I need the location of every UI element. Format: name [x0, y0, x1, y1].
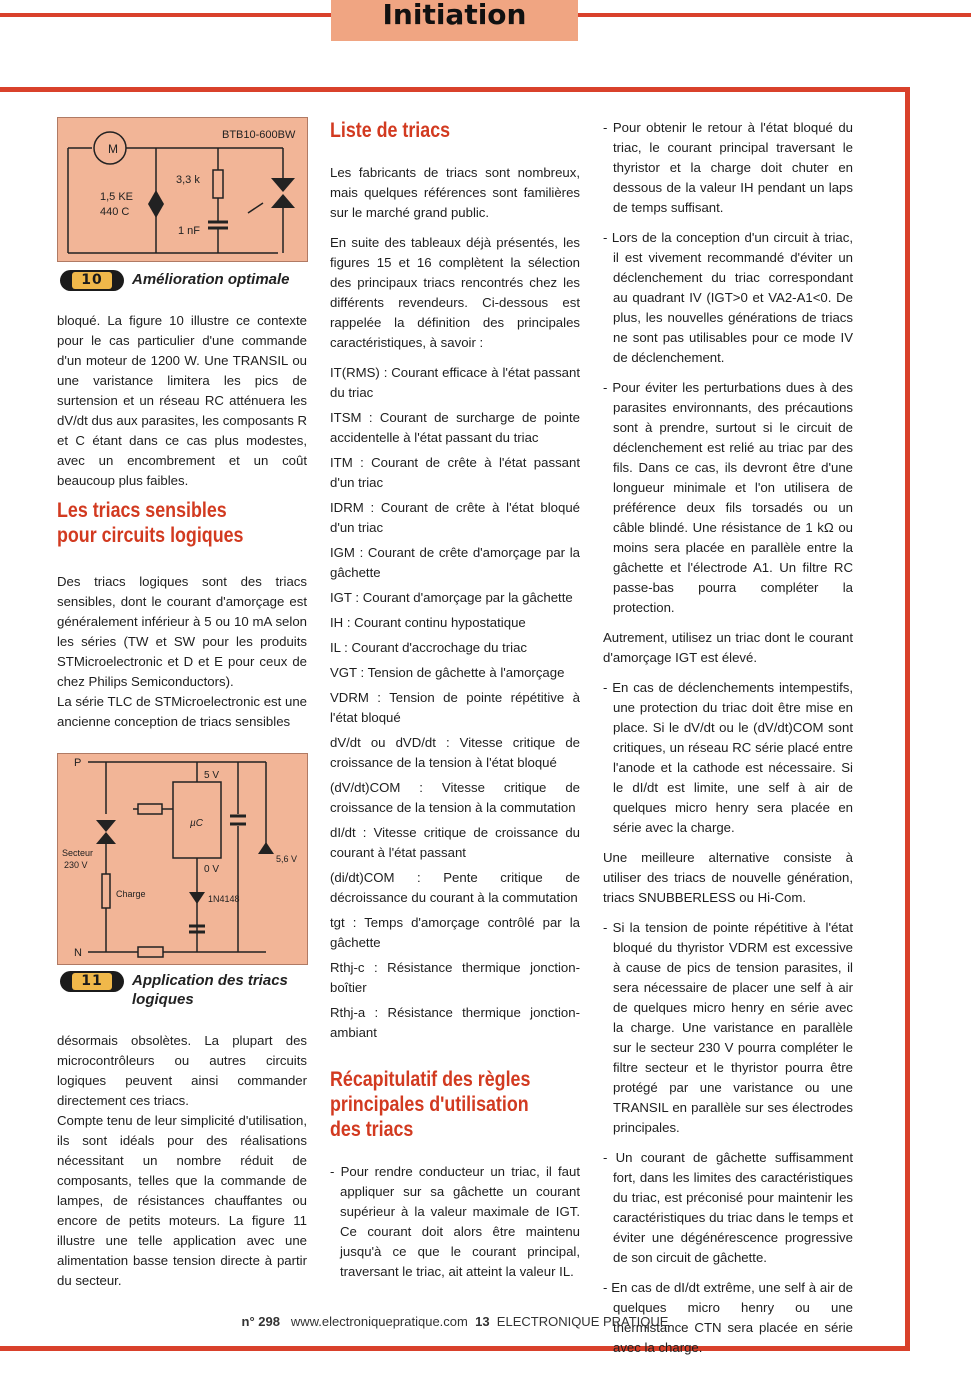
paragraph: La série TLC de STMicroelectronic est une ancienne conception de triacs sensibles — [57, 694, 307, 729]
heading-list-triacs: Liste de triacs — [330, 119, 451, 142]
figure-11-caption — [60, 971, 292, 1009]
figure-10-svg — [58, 118, 307, 261]
heading-line: Récapitulatif des règles — [330, 1068, 531, 1091]
rule-item: - Pour éviter les perturbations dues à des parasites environnants, des précautions sont à prendre, surtout si le circuit de déclenchement est relié au triac par des fils. Dans ce cas, ils devront être d'une longueur minimale et l'on utilisera de préférence deux fils torsadés ou un câble blindé. Une résistance de 1 kΩ ou moins sera placée en parallèle entre la gâchette et l'électrode A1. Un filtre RC passe-bas pourra compléter la protection. — [603, 380, 853, 615]
rule-item: Autrement, utilisez un triac dont le courant d'amorçage IGT est élevé. — [603, 630, 853, 665]
rule-item: - Un courant de gâchette suffisamment fort, dans les limites des caractéristiques du triac, est préconisé pour maintenir les caractéristiques du triac dans le temps et éviter une dégénérescence progressive de son circuit de gâchette. — [603, 1150, 853, 1265]
heading-line: des triacs — [330, 1118, 414, 1141]
figure-10-caption — [60, 270, 290, 291]
section-tab: Initiation — [331, 0, 578, 41]
definition-item: ITSM : Courant de surcharge de pointe accidentelle à l'état passant du triac — [330, 410, 580, 445]
column-1-mid — [57, 572, 307, 742]
neutral-label: N — [74, 947, 82, 959]
0v-label: 0 V — [204, 864, 220, 875]
secteur-label-1: Secteur — [62, 848, 94, 858]
column-1-bottom — [57, 1031, 307, 1301]
paragraph: Des triacs logiques sont des triacs sensibles, dont le courant d'amorçage est généralement inférieur à 5 ou 10 mA selon les séries (TW et SW pour les produits STMicroelectronic et D et E pour ceux de chez Philips Semiconductors). — [57, 574, 307, 689]
heading-line: Les triacs sensibles — [57, 499, 227, 522]
diode-label-2: 440 C — [100, 206, 130, 218]
5v-label: 5 V — [204, 770, 220, 781]
definition-item: (di/dt)COM : Pente critique de décroissance du courant à la commutation — [330, 870, 580, 905]
rule-item: - Lors de la conception d'un circuit à triac, il est vivement recommandé d'éviter un déclenchement du triac correspondant au quadrant IV (IGT>0 et VA2-A1<0. De plus, les nouvelles générations de triacs ne sont pas utilisables pour ce mode IV de déclenchement. — [603, 230, 853, 365]
motor-label: M — [108, 142, 118, 156]
paragraph: Les fabricants de triacs sont nombreux, mais quelques références sont familières sur le marché grand public. — [330, 165, 580, 220]
paragraph: bloqué. La figure 10 illustre ce contexte pour le cas particulier d'une commande d'un moteur de 1200 W. Une TRANSIL ou une varistance limitera les pics de surtension et un réseau RC atténuera les dV/dt dus aux parasites, les composants R et C étant dans ce cas plus modestes, avec un encombrement et un coût beaucoup plus faibles. — [57, 313, 307, 488]
definition-item: IDRM : Courant de crête à l'état bloqué d'un triac — [330, 500, 580, 535]
charge-label: Charge — [116, 889, 146, 899]
heading-line: pour circuits logiques — [57, 524, 244, 547]
definition-item: ITM : Courant de crête à l'état passant d'un triac — [330, 455, 580, 490]
frame-top — [0, 87, 910, 92]
definition-item: dI/dt : Vitesse critique de croissance du courant à l'état passant — [330, 825, 580, 860]
figure-11-svg — [58, 754, 307, 964]
definition-item: IL : Courant d'accrochage du triac — [330, 640, 528, 655]
secteur-label-2: 230 V — [64, 860, 88, 870]
triac-part-label: BTB10-600BW — [222, 129, 296, 141]
paragraph: Compte tenu de leur simplicité d'utilisation, ils sont idéals pour des réalisations nécessitant un nombre réduit de composants, telles que la commande de lampes, de résistances chauffantes ou encore de petits moteurs. La figure 11 illustre une telle application avec une alimentation basse tension directe à partir du secteur. — [57, 1113, 307, 1288]
rule-item: - En cas de dI/dt extrême, une self à air de quelques micro henry ou une thermistance CTN sera placée en série avec la charge. — [603, 1280, 853, 1355]
capacitor-label: 1 nF — [178, 225, 201, 237]
figure-11-schematic — [57, 753, 308, 965]
heading-recap — [330, 1067, 580, 1142]
definition-item: Rthj-a : Résistance thermique jonction-ambiant — [330, 1005, 580, 1040]
issue-number: n° 298 — [241, 1314, 280, 1329]
figure-badge — [60, 270, 124, 291]
paragraph: désormais obsolètes. La plupart des microcontrôleurs ou autres circuits logiques peuvent ainsi commander directement ces triacs. — [57, 1033, 307, 1108]
rule-item: - Pour obtenir le retour à l'état bloqué du triac, le courant principal traversant le thyristor et la charge doit chuter en dessous de la valeur IH pendant un laps de temps suffisant. — [603, 120, 853, 215]
definition-item: tgt : Temps d'amorçage contrôlé par la gâchette — [330, 915, 580, 950]
definition-item: (dV/dt)COM : Vitesse critique de croissance de la tension à la commutation — [330, 780, 580, 815]
definition-item: IGM : Courant de crête d'amorçage par la gâchette — [330, 545, 580, 580]
column-1-top — [57, 311, 307, 501]
phase-label: P — [74, 757, 82, 769]
definition-item: dV/dt ou dVD/dt : Vitesse critique de croissance de la tension à l'état bloqué — [330, 735, 580, 770]
figure-10-schematic — [57, 117, 308, 262]
rule-item: - Pour rendre conducteur un triac, il faut appliquer sur sa gâchette un courant supérieur à la valeur maximale de IGT. Ce courant doit alors être maintenu jusqu'à ce que le courant principal, traversant le triac, ait atteint la valeur IL. — [330, 1164, 580, 1279]
figure-caption-text: Amélioration optimale — [132, 271, 290, 288]
page-number: 13 — [475, 1314, 490, 1329]
diode-1n4148-label: 1N4148 — [208, 894, 240, 904]
figure-number: 11 — [72, 973, 112, 990]
definition-item: VGT : Tension de gâchette à l'amorçage — [330, 665, 565, 680]
rule-item: Une meilleure alternative consiste à utiliser des triacs de nouvelle génération, triacs SNUBBERLESS ou Hi-Com. — [603, 850, 853, 905]
figure-caption-text: Application des triacs logiques — [132, 972, 288, 1008]
definitions-list — [330, 363, 580, 1043]
zener-label: 5,6 V — [276, 854, 298, 864]
figure-number: 10 — [72, 272, 112, 289]
resistor-label: 3,3 k — [176, 174, 200, 186]
definition-item: VDRM : Tension de pointe répétitive à l'état bloqué — [330, 690, 580, 725]
column-3 — [603, 118, 853, 1368]
heading-logic-triacs — [57, 498, 307, 548]
diode-label-1: 1,5 KE — [100, 191, 134, 203]
page-footer — [0, 1314, 910, 1329]
heading-line: principales d'utilisation — [330, 1093, 529, 1116]
definition-item: Rthj-c : Résistance thermique jonction-boîtier — [330, 960, 580, 995]
definition-item: IH : Courant continu hypostatique — [330, 615, 526, 630]
figure-badge — [60, 971, 124, 992]
paragraph: En suite des tableaux déjà présentés, les figures 15 et 16 complètent la sélection des principaux triacs rencontrés chez les différents revendeurs. Ci-dessous est rappelée la définition des principales caractéristiques, à savoir : — [330, 235, 580, 350]
magazine-name: ELECTRONIQUE PRATIQUE — [496, 1314, 669, 1329]
rule-item: - En cas de déclenchements intempestifs, une protection du triac doit être mise en place. Si le dV/dt ou le (dV/dt)COM sont critiques, un réseau RC série placé entre l'anode et la cathode est nécessaire. Si le dI/dt est limite, une self à air de quelques micro henry sera placée en série avec la charge. — [603, 680, 853, 835]
website-url: www.electroniquepratique.com — [290, 1314, 468, 1329]
frame-right — [905, 87, 910, 1349]
rule-item: - Si la tension de pointe répétitive à l'état bloqué du thyristor VDRM est excessive à cause de pics de tension parasites, il sera nécessaire de placer une self à air de quelques micro henry en série avec la charge. Une varistance en parallèle sur le secteur 230 V pourra compléter le filtre secteur et le thyristor pourra être protégé par une varistance ou une TRANSIL en parallèle sur ses électrodes principales. — [603, 920, 853, 1135]
definition-item: IGT : Courant d'amorçage par la gâchette — [330, 590, 573, 605]
column-2 — [330, 118, 580, 1292]
microcontroller-label: µC — [190, 818, 203, 829]
definition-item: IT(RMS) : Courant efficace à l'état passant du triac — [330, 365, 580, 400]
